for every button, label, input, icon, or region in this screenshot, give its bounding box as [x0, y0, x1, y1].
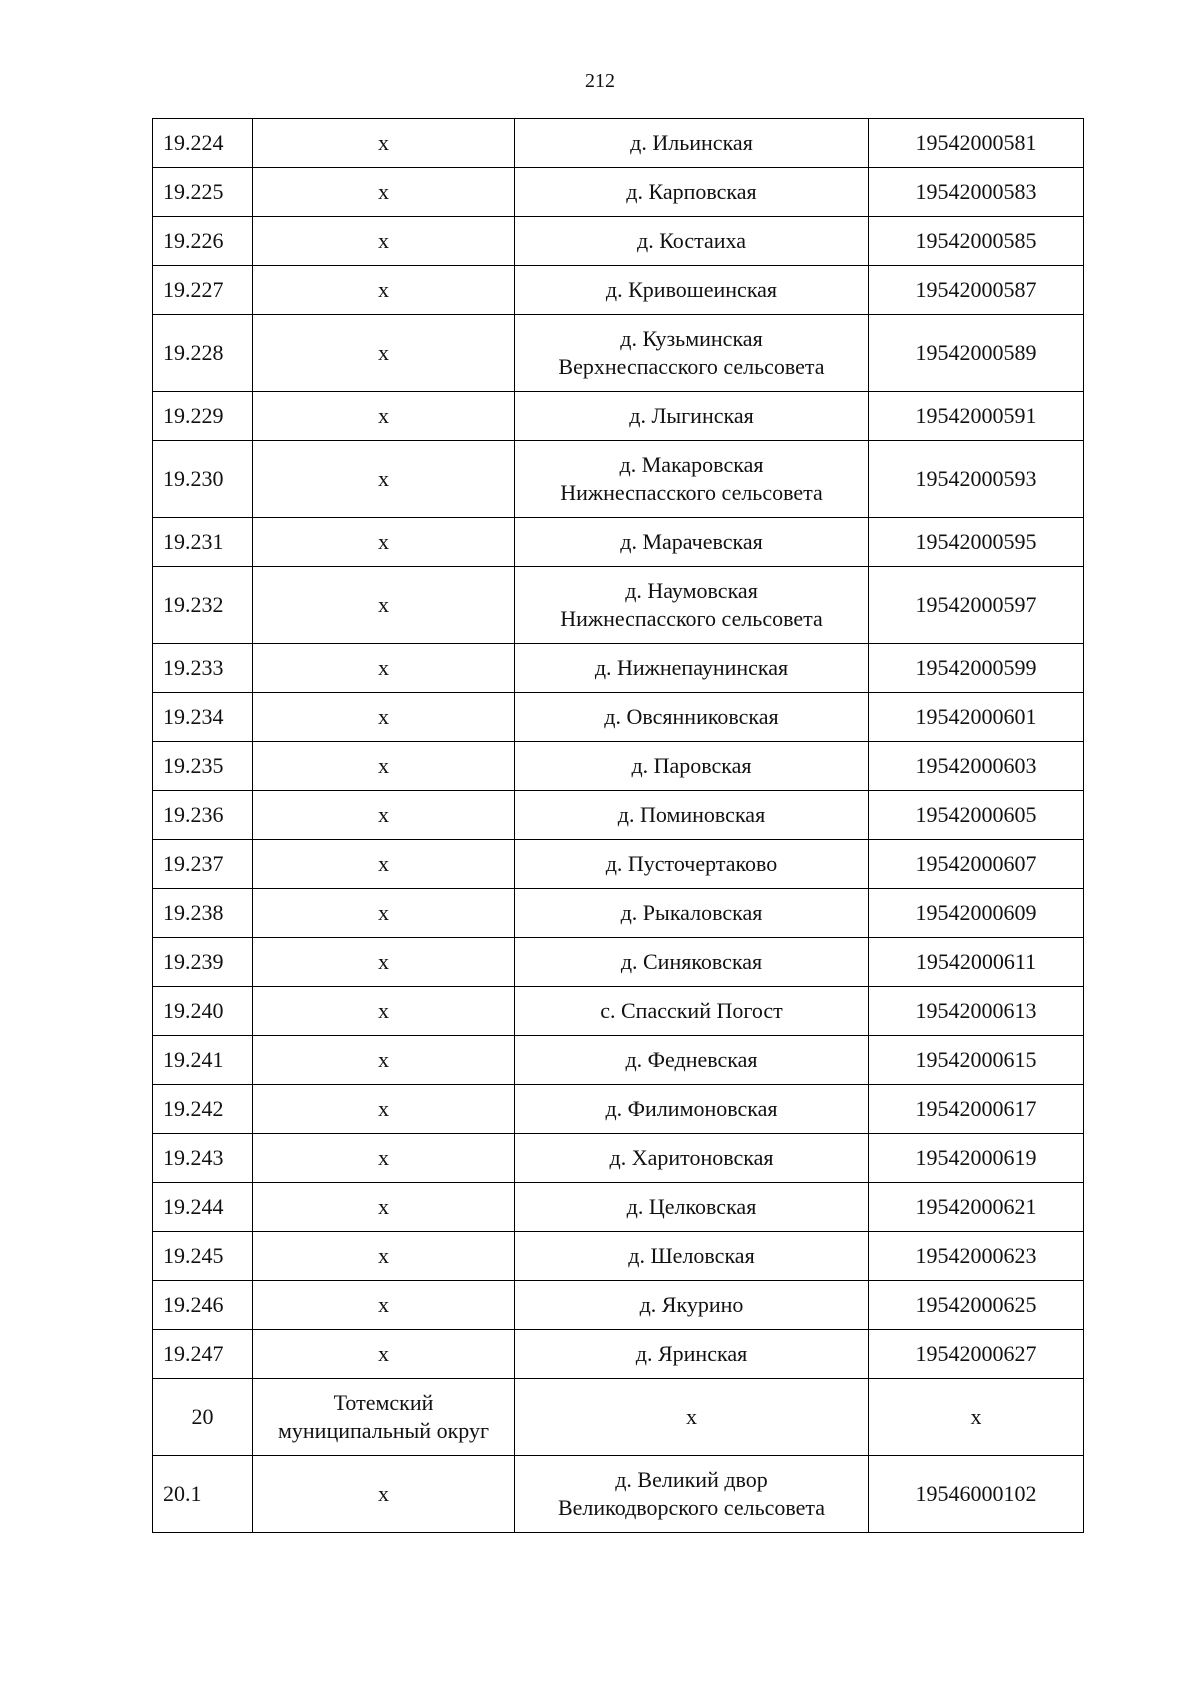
table-row — [153, 168, 1084, 217]
settlement-cell: д. Лыгинская — [515, 392, 869, 441]
oktmo-code-cell: 19542000601 — [869, 693, 1084, 742]
municipality-cell: х — [253, 567, 515, 644]
row-number-cell: 19.244 — [153, 1183, 253, 1232]
settlement-cell: д. Марачевская — [515, 518, 869, 567]
settlement-cell: д. Нижнепаунинская — [515, 644, 869, 693]
municipality-cell: х — [253, 119, 515, 168]
row-number-cell: 19.245 — [153, 1232, 253, 1281]
row-number-cell: 19.247 — [153, 1330, 253, 1379]
oktmo-code-cell: 19542000611 — [869, 938, 1084, 987]
settlement-cell: д. Яринская — [515, 1330, 869, 1379]
table-row — [153, 441, 1084, 518]
row-number-cell: 20 — [153, 1379, 253, 1456]
municipality-cell: х — [253, 987, 515, 1036]
oktmo-code-cell: 19542000593 — [869, 441, 1084, 518]
municipality-cell: х — [253, 791, 515, 840]
municipality-cell: х — [253, 938, 515, 987]
row-number-cell: 19.228 — [153, 315, 253, 392]
oktmo-code-cell: 19542000623 — [869, 1232, 1084, 1281]
oktmo-code-cell: 19542000613 — [869, 987, 1084, 1036]
settlement-cell: д. Кузьминская Верхнеспасского сельсовета — [515, 315, 869, 392]
table-row — [153, 392, 1084, 441]
table-row — [153, 315, 1084, 392]
row-number-cell: 19.243 — [153, 1134, 253, 1183]
page-number: 212 — [585, 70, 615, 92]
municipality-cell: х — [253, 315, 515, 392]
settlement-cell: д. Поминовская — [515, 791, 869, 840]
row-number-cell: 20.1 — [153, 1456, 253, 1533]
settlement-cell: д. Федневская — [515, 1036, 869, 1085]
table-row — [153, 1330, 1084, 1379]
table-row — [153, 266, 1084, 315]
settlements-table — [152, 118, 1084, 1533]
settlement-cell: д. Великий двор Великодворского сельсовета — [515, 1456, 869, 1533]
table-row — [153, 889, 1084, 938]
settlement-cell: д. Кривошеинская — [515, 266, 869, 315]
oktmo-code-cell: 19542000615 — [869, 1036, 1084, 1085]
municipality-cell: х — [253, 441, 515, 518]
settlement-cell: д. Наумовская Нижнеспасского сельсовета — [515, 567, 869, 644]
oktmo-code-cell: 19542000607 — [869, 840, 1084, 889]
settlement-cell: х — [515, 1379, 869, 1456]
oktmo-code-cell: 19542000591 — [869, 392, 1084, 441]
table-row — [153, 1232, 1084, 1281]
table-row — [153, 1134, 1084, 1183]
row-number-cell: 19.226 — [153, 217, 253, 266]
municipality-cell: х — [253, 1134, 515, 1183]
table-row — [153, 518, 1084, 567]
oktmo-code-cell: 19542000605 — [869, 791, 1084, 840]
oktmo-code-cell: 19542000587 — [869, 266, 1084, 315]
municipality-cell: х — [253, 1281, 515, 1330]
municipality-cell: х — [253, 518, 515, 567]
table-row — [153, 1456, 1084, 1533]
settlement-cell: д. Синяковская — [515, 938, 869, 987]
table-row — [153, 1379, 1084, 1456]
table-row — [153, 938, 1084, 987]
row-number-cell: 19.232 — [153, 567, 253, 644]
oktmo-code-cell: 19542000625 — [869, 1281, 1084, 1330]
municipality-cell: х — [253, 392, 515, 441]
table-row — [153, 644, 1084, 693]
municipality-cell: х — [253, 1456, 515, 1533]
settlement-cell: д. Харитоновская — [515, 1134, 869, 1183]
oktmo-code-cell: 19542000609 — [869, 889, 1084, 938]
table-row — [153, 1085, 1084, 1134]
municipality-cell: х — [253, 644, 515, 693]
table-row — [153, 1281, 1084, 1330]
settlement-cell: д. Шеловская — [515, 1232, 869, 1281]
oktmo-code-cell: 19542000595 — [869, 518, 1084, 567]
municipality-cell: х — [253, 168, 515, 217]
row-number-cell: 19.236 — [153, 791, 253, 840]
row-number-cell: 19.246 — [153, 1281, 253, 1330]
oktmo-code-cell: 19542000589 — [869, 315, 1084, 392]
table-row — [153, 217, 1084, 266]
row-number-cell: 19.238 — [153, 889, 253, 938]
row-number-cell: 19.233 — [153, 644, 253, 693]
settlement-cell: д. Филимоновская — [515, 1085, 869, 1134]
row-number-cell: 19.224 — [153, 119, 253, 168]
oktmo-code-cell: 19542000621 — [869, 1183, 1084, 1232]
oktmo-code-cell: х — [869, 1379, 1084, 1456]
table-row — [153, 987, 1084, 1036]
municipality-cell: х — [253, 1085, 515, 1134]
oktmo-code-cell: 19542000619 — [869, 1134, 1084, 1183]
row-number-cell: 19.241 — [153, 1036, 253, 1085]
row-number-cell: 19.225 — [153, 168, 253, 217]
settlement-cell: с. Спасский Погост — [515, 987, 869, 1036]
municipality-cell: Тотемский муниципальный округ — [253, 1379, 515, 1456]
settlement-cell: д. Целковская — [515, 1183, 869, 1232]
municipality-cell: х — [253, 217, 515, 266]
table-row — [153, 693, 1084, 742]
table-row — [153, 567, 1084, 644]
table-row — [153, 1036, 1084, 1085]
settlements-table-body — [153, 119, 1084, 1533]
row-number-cell: 19.227 — [153, 266, 253, 315]
row-number-cell: 19.237 — [153, 840, 253, 889]
settlement-cell: д. Рыкаловская — [515, 889, 869, 938]
municipality-cell: х — [253, 1183, 515, 1232]
table-row — [153, 791, 1084, 840]
row-number-cell: 19.239 — [153, 938, 253, 987]
table-row — [153, 742, 1084, 791]
oktmo-code-cell: 19542000585 — [869, 217, 1084, 266]
oktmo-code-cell: 19542000617 — [869, 1085, 1084, 1134]
table-row — [153, 840, 1084, 889]
municipality-cell: х — [253, 1330, 515, 1379]
row-number-cell: 19.230 — [153, 441, 253, 518]
settlement-cell: д. Паровская — [515, 742, 869, 791]
municipality-cell: х — [253, 840, 515, 889]
settlement-cell: д. Макаровская Нижнеспасского сельсовета — [515, 441, 869, 518]
settlement-cell: д. Карповская — [515, 168, 869, 217]
settlement-cell: д. Ильинская — [515, 119, 869, 168]
row-number-cell: 19.242 — [153, 1085, 253, 1134]
table-row — [153, 119, 1084, 168]
municipality-cell: х — [253, 1232, 515, 1281]
settlement-cell: д. Пусточертаково — [515, 840, 869, 889]
oktmo-code-cell: 19542000599 — [869, 644, 1084, 693]
oktmo-code-cell: 19542000603 — [869, 742, 1084, 791]
settlement-cell: д. Овсянниковская — [515, 693, 869, 742]
municipality-cell: х — [253, 693, 515, 742]
oktmo-code-cell: 19542000581 — [869, 119, 1084, 168]
municipality-cell: х — [253, 1036, 515, 1085]
row-number-cell: 19.231 — [153, 518, 253, 567]
oktmo-code-cell: 19542000627 — [869, 1330, 1084, 1379]
settlement-cell: д. Костаиха — [515, 217, 869, 266]
municipality-cell: х — [253, 889, 515, 938]
municipality-cell: х — [253, 742, 515, 791]
table-row — [153, 1183, 1084, 1232]
row-number-cell: 19.234 — [153, 693, 253, 742]
oktmo-code-cell: 19546000102 — [869, 1456, 1084, 1533]
oktmo-code-cell: 19542000583 — [869, 168, 1084, 217]
municipality-cell: х — [253, 266, 515, 315]
row-number-cell: 19.235 — [153, 742, 253, 791]
oktmo-code-cell: 19542000597 — [869, 567, 1084, 644]
row-number-cell: 19.240 — [153, 987, 253, 1036]
settlement-cell: д. Якурино — [515, 1281, 869, 1330]
row-number-cell: 19.229 — [153, 392, 253, 441]
